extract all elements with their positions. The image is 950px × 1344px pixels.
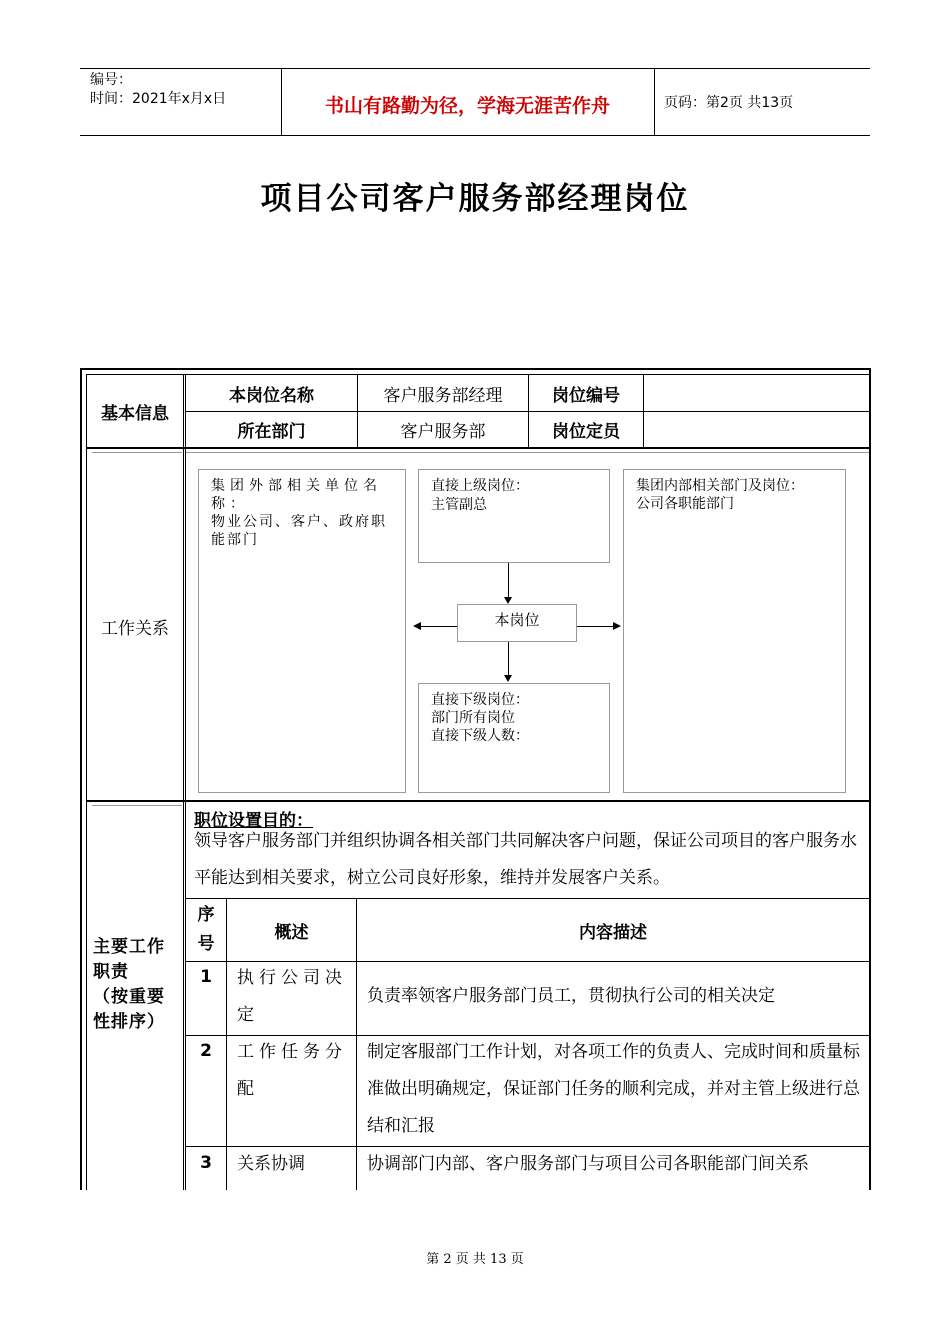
duty-summary: 执行公司决定 bbox=[237, 968, 347, 1025]
duty-seq: 1 bbox=[200, 967, 212, 987]
department-label: 所在部门 bbox=[237, 422, 306, 442]
duty-summary: 关系协调 bbox=[237, 1154, 305, 1174]
duties-label: 主要工作 职责 （按重要 性排序） bbox=[93, 937, 165, 1032]
internal-depts-box bbox=[623, 469, 846, 793]
internal-depts-content: 公司各职能部门 bbox=[636, 496, 734, 512]
basic-info-label: 基本信息 bbox=[101, 403, 169, 424]
department-value: 客户服务部 bbox=[400, 422, 486, 442]
external-units-content: 物业公司、客户、政府职能部门 bbox=[211, 514, 387, 548]
subordinate-count-label: 直接下级人数： bbox=[431, 728, 529, 744]
duty-description: 协调部门内部、客户服务部门与项目公司各职能部门间关系 bbox=[367, 1154, 809, 1174]
headcount-value bbox=[644, 412, 869, 447]
superior-content: 主管副总 bbox=[431, 497, 487, 513]
subordinate-content: 部门所有岗位 bbox=[431, 710, 515, 726]
col-description-header: 内容描述 bbox=[579, 922, 647, 943]
superior-box bbox=[418, 469, 610, 563]
position-code-value bbox=[644, 375, 869, 411]
internal-depts-title: 集团内部相关部门及岗位： bbox=[636, 478, 804, 494]
header-time-label: 时间：2021年x月x日 bbox=[90, 91, 227, 107]
superior-title: 直接上级岗位： bbox=[431, 478, 529, 494]
duty-seq: 3 bbox=[200, 1153, 212, 1173]
duty-description: 负责率领客户服务部门员工，贯彻执行公司的相关决定 bbox=[367, 986, 775, 1006]
external-units-box bbox=[198, 469, 406, 793]
header-motto: 书山有路勤为径，学海无涯苦作舟 bbox=[324, 95, 610, 117]
position-code-label: 岗位编号 bbox=[552, 385, 620, 406]
header-top-rule bbox=[80, 68, 870, 69]
work-relations-label: 工作关系 bbox=[101, 619, 169, 639]
footer-page-number: 第 2 页 共 13 页 bbox=[426, 1252, 524, 1267]
purpose-title: 职位设置目的： bbox=[194, 811, 313, 831]
subordinate-box bbox=[418, 683, 610, 793]
headcount-label: 岗位定员 bbox=[552, 422, 620, 442]
duty-summary: 工作任务分配 bbox=[237, 1042, 347, 1099]
header-page-info: 页码：第2页 共13页 bbox=[664, 95, 794, 111]
position-name-label: 本岗位名称 bbox=[229, 385, 314, 406]
self-position-label: 本岗位 bbox=[494, 610, 540, 629]
self-position-box bbox=[457, 604, 577, 642]
page-title: 项目公司客户服务部经理岗位 bbox=[260, 181, 690, 217]
col-seq-header: 序 号 bbox=[197, 905, 215, 954]
position-name-value: 客户服务部经理 bbox=[383, 385, 503, 406]
header-bottom-rule bbox=[80, 135, 870, 136]
header-divider bbox=[654, 69, 655, 136]
header-number-label: 编号： bbox=[90, 72, 132, 88]
subordinate-title: 直接下级岗位： bbox=[431, 692, 529, 708]
duty-description: 制定客服部门工作计划，对各项工作的负责人、完成时间和质量标准做出明确规定，保证部门任务的顺利完成，并对主管上级进行总结和汇报 bbox=[367, 1042, 860, 1136]
external-units-title: 集团外部相关单位名称： bbox=[211, 478, 382, 512]
duty-seq: 2 bbox=[200, 1041, 212, 1061]
col-summary-header: 概述 bbox=[274, 922, 309, 943]
purpose-text: 领导客户服务部门并组织协调各相关部门共同解决客户问题，保证公司项目的客户服务水平能达到相关要求，树立公司良好形象，维持并发展客户关系。 bbox=[194, 831, 857, 888]
